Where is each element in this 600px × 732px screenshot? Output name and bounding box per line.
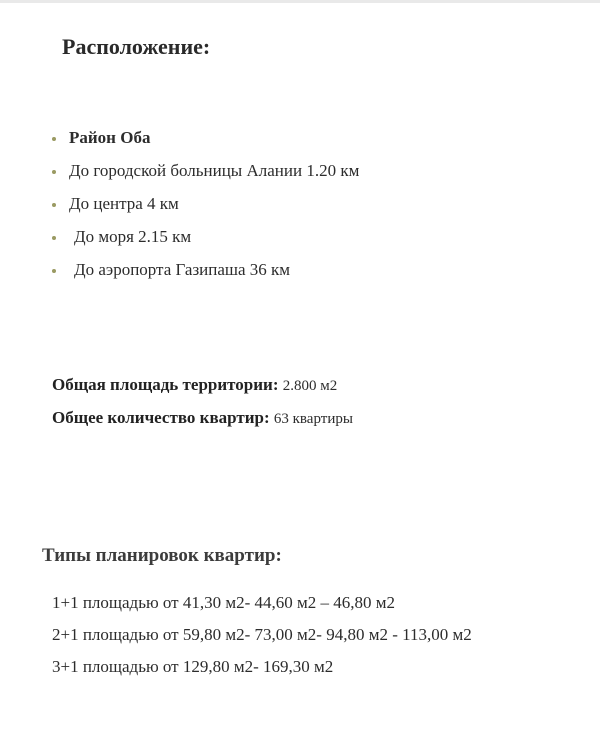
layout-type-3-1: 3+1 площадью от 129,80 м2- 169,30 м2 <box>52 657 334 676</box>
stat-area <box>52 375 353 408</box>
bullet-dot-icon <box>52 203 56 207</box>
distance-hospital: До городской больницы Алании 1.20 км <box>69 161 360 180</box>
distance-sea: До моря 2.15 км <box>74 227 192 246</box>
layout-types-list <box>52 590 552 686</box>
bullet-dot-icon <box>52 137 56 141</box>
layout-type-2-1: 2+1 площадью от 59,80 м2- 73,00 м2- 94,80 м2 - 113,00 м2 <box>52 625 472 644</box>
stat-apartments <box>52 408 353 441</box>
bullet-dot-icon <box>52 170 56 174</box>
bullet-dot-icon <box>52 236 56 240</box>
location-district: Район Оба <box>69 128 151 147</box>
layout-type-1-1: 1+1 площадью от 41,30 м2- 44,60 м2 – 46,80 м2 <box>52 593 396 612</box>
bullet-dot-icon <box>52 269 56 273</box>
distance-center: До центра 4 км <box>69 194 179 213</box>
stat-apartments-value: 63 квартиры <box>273 411 353 427</box>
section-title-layouts: Типы планировок квартир: <box>42 545 282 566</box>
stat-area-label: Общая площадь территории: <box>52 375 279 394</box>
top-divider <box>0 0 600 3</box>
distance-airport: До аэропорта Газипаша 36 км <box>74 260 291 279</box>
project-stats <box>52 375 353 441</box>
section-title-location: Расположение: <box>62 34 211 59</box>
stat-area-value: 2.800 м2 <box>282 378 338 394</box>
stat-apartments-label: Общее количество квартир: <box>52 408 270 427</box>
